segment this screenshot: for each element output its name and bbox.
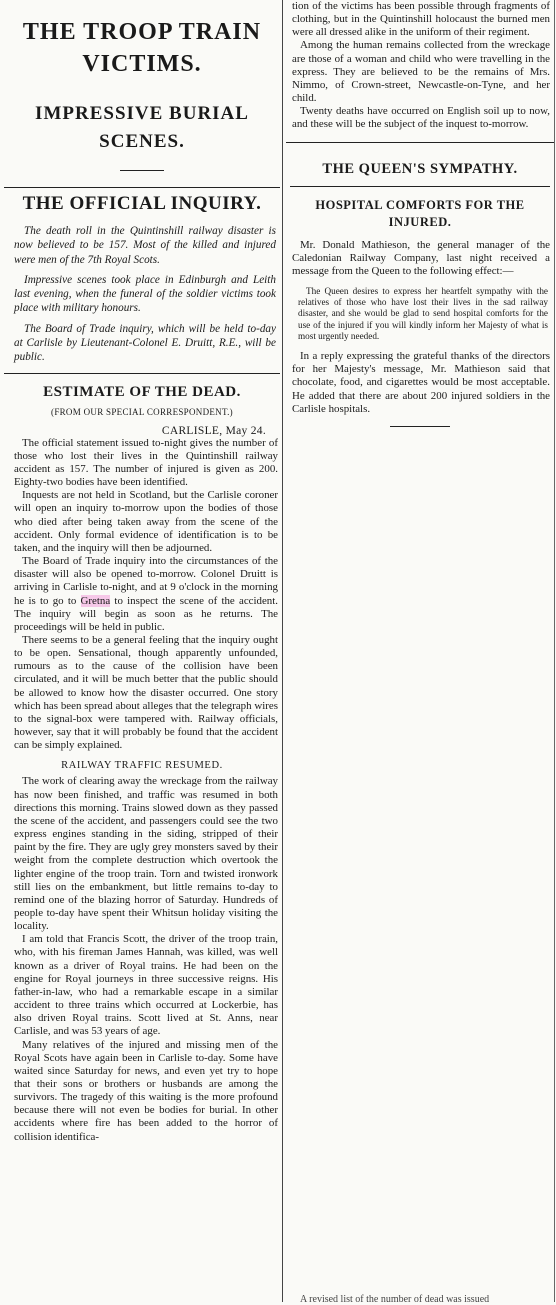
body-paragraph: tion of the victims has been possible through fragments of clothing, but in the Quintinshill holocaust the burned men were all dressed alike in the uniform of their regiment. [292,0,550,39]
dateline: CARLISLE, May 24. [161,424,266,437]
queen-message [298,286,548,342]
reply-article [292,350,550,416]
left-column [4,0,280,1302]
body-paragraph: In a reply expressing the grateful thanks of the directors for her Majesty's message, Mr. Mathieson said that chocolate, food, and cigarettes would be most acceptable. He added that there are about 200 injured soldiers in the Carlisle hospitals. [292,350,550,415]
continuation-text [292,0,550,132]
queen-subheadline: HOSPITAL COMFORTS FOR THE INJURED. [290,186,550,231]
text-run: to inspect the scene of the accident. The inquiry will begin as soon as he returns. The proceedings will be held in public. [14,594,278,633]
intro-paragraph: The death roll in the Quintinshill railway disaster is now believed to be 157. Most of the killed and injured were men of the 7th Royal Scots. [14,225,276,266]
body-paragraph: Inquests are not held in Scotland, but the Carlisle coroner will open an inquiry to-morrow upon the bodies of those who died after being taken away from the scene of the accident. Only formal evidence of identification is to be taken, and the inquiry will then be adjourned. [14,489,278,554]
cutoff-footer-text: A revised list of the number of dead was issued [300,1294,490,1305]
highlighted-word: Gretna [80,594,111,607]
body-paragraph [14,555,278,634]
body-paragraph: The official statement issued to-night gives the number of those who lost their lives in the Quintinshill railway accident as 157. The number of injured is given as 200. Eighty-two bodies have been identified. [14,436,278,489]
column-divider-right [554,0,555,1302]
divider [120,170,164,171]
intro-paragraph: Impressive scenes took place in Edinburgh and Leith last evening, when the funeral of the soldier victims took place with military honours. [14,273,276,315]
body-paragraph: I am told that Francis Scott, the driver of the troop train, who, with his fireman James Hannah, was killed, was well known as a driver of Royal trains. He had been on the engine for Royal journeys in three successive reigns. His father-in-law, who had a remarkable escape in a similar accident to three trains which occurred at Lockerbie, has also driven Royal trains. Scott lived at St. Anns, near Carlisle, and was 53 years of age. [14,933,278,1038]
main-headline: THE TROOP TRAIN VICTIMS. [22,19,262,77]
divider [390,426,450,427]
intro-summary [14,224,276,365]
intro-paragraph: The Board of Trade inquiry, which will be held to-day at Carlisle by Lieutenant-Colonel E. Druitt, R.E., will be public. [14,322,276,364]
article-body [14,437,278,753]
inquiry-headline: THE OFFICIAL INQUIRY. [4,187,280,216]
queen-article [292,239,550,278]
right-column [286,0,554,1302]
subhead: RAILWAY TRAFFIC RESUMED. [61,760,223,772]
body-paragraph: Among the human remains collected from the wreckage are those of a woman and child who were travelling in the express. They are believed to be the remains of Mrs. Nimmo, of Crown-street, Newcastle-on-Tyne, and her child. [292,39,550,105]
body-paragraph: The work of clearing away the wreckage from the railway has now been finished, and traffic was resumed in both directions this morning. Trains slowed down as they passed the scene of the accident, and passengers could see the two express engines standing in the siding, stripped of their paint by the fire. They are ugly grey monsters saved by their weight from the complete destruction which overtook the lighter engine of the troop train. Torn and twisted ironwork still lies on the embankment, but little remains to-day to remind one of the blazing horror of Saturday. Hundreds of people to-day have spent their Whitsun holiday visiting the locality. [14,775,278,933]
article-body-continued [14,775,278,1143]
section-title: ESTIMATE OF THE DEAD. [4,373,280,401]
body-paragraph: Many relatives of the injured and missing men of the Royal Scots have again been in Carlisle to-day. Some have waited since Saturday for news, and even yet try to hope that their sons or brothers or husbands are among the survivors. The tragedy of this waiting is the more profound because there will not even be bodies for burial. In other accidents where fire has been added to the horror of collision identifica- [14,1038,278,1143]
correspondent-line: (FROM OUR SPECIAL CORRESPONDENT.) [51,406,233,417]
text-run: The Board of Trade inquiry into the circumstances of the disaster will also be opened to-morrow. Colonel Druitt is arriving in Carlisle to-night, and at 9 o'clock in the morning he is to go to [14,555,278,607]
secondary-headline: IMPRESSIVE BURIAL SCENES. [35,103,249,152]
body-paragraph: Twenty deaths have occurred on English soil up to now, and these will be the subject of the inquest to-morrow. [292,105,550,131]
message-text: The Queen desires to express her heartfelt sympathy with the relatives of those who have lost their lives in the sad railway disaster, and she would be glad to send hospital comforts for the use of the injured if you will kindly inform her Majesty of what is most urgently needed. [298,286,548,341]
body-paragraph: Mr. Donald Mathieson, the general manager of the Caledonian Railway Company, last night received a message from the Queen to the following effect:— [292,238,550,277]
queen-headline: THE QUEEN'S SYMPATHY. [286,142,554,178]
body-paragraph: There seems to be a general feeling that the inquiry ought to be open. Sensational, though apparently unfounded, rumours as to the cause of the collision have been circulated, and it will be much better that the public should be allowed to know how the disaster occurred. One story which has been spread about alleges that the telegraph wires to the signal-box were tampered with. Railway officials, however, say that it will probably be found that the accident can be simply explained. [14,634,278,752]
column-divider [282,0,283,1302]
